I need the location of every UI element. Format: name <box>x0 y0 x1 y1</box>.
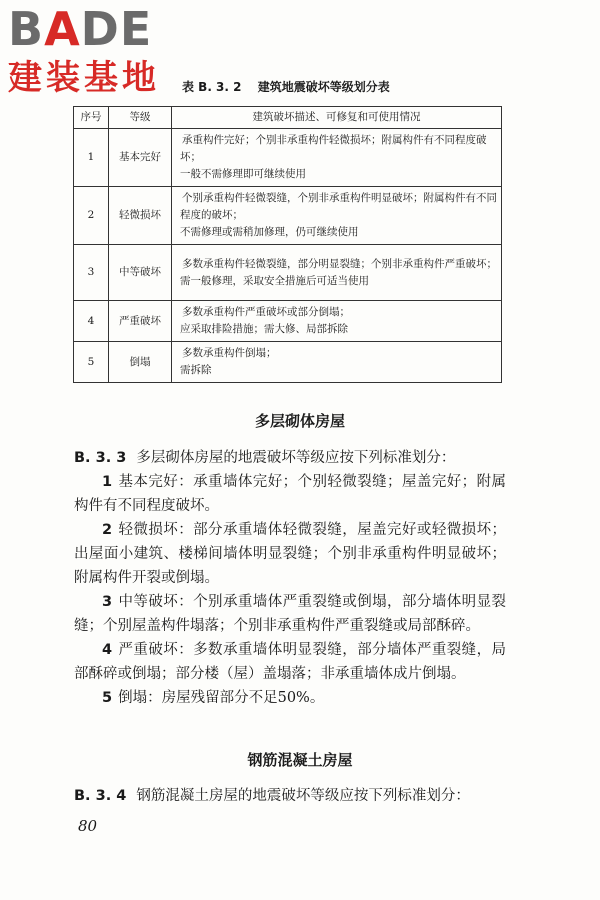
row-grade: 中等破坏 <box>109 245 172 301</box>
row-description-damage: 多数承重构件严重破坏或部分倒塌； <box>182 306 350 318</box>
table-number: 表 B. 3. 2 <box>182 80 242 94</box>
row-description-repair: 需一般修理，采取安全措施后可适当使用 <box>180 274 369 287</box>
row-description <box>172 342 502 383</box>
list-item: 4 严重破坏：多数承重墙体明显裂缝，部分墙体严重裂缝，局部酥碎或倒塌；部分楼（屋）盖塌落；非承重墙体成片倒塌。 <box>74 642 506 682</box>
logo-wordmark: BADE <box>8 2 153 56</box>
row-description-repair: 需拆除 <box>180 364 212 376</box>
clause-b34 <box>74 784 506 808</box>
row-description <box>172 245 502 301</box>
table-caption <box>182 78 390 95</box>
row-description-damage: 承重构件完好；个别非承重构件轻微损坏；附属构件有不同程度破坏； <box>180 134 487 163</box>
header-no: 序号 <box>74 107 109 129</box>
table-header-row <box>74 107 502 129</box>
row-grade: 基本完好 <box>109 129 172 187</box>
row-description-repair: 不需修理或需稍加修理，仍可继续使用 <box>180 226 359 238</box>
section-heading-masonry: 多层砌体房屋 <box>254 412 345 430</box>
row-description-damage: 多数承重构件倒塌； <box>182 347 277 359</box>
table-title: 建筑地震破坏等级划分表 <box>257 80 390 94</box>
clause-intro <box>74 446 506 470</box>
row-no: 2 <box>74 187 109 245</box>
bade-logo <box>8 4 178 98</box>
row-description-damage: 个别承重构件轻微裂缝，个别非承重构件明显破坏；附属构件有不同程度的破坏； <box>180 192 497 221</box>
table-row <box>74 187 502 245</box>
list-item: 3 中等破坏：个别承重墙体严重裂缝或倒塌，部分墙体明显裂缝；个别屋盖构件塌落；个别非承重构件严重裂缝或局部酥碎。 <box>74 594 506 634</box>
row-description-damage: 多数承重构件轻微裂缝，部分明显裂缝；个别非承重构件严重破坏； <box>182 257 497 270</box>
table-row <box>74 245 502 301</box>
list-item: 5 倒塌：房屋残留部分不足50%。 <box>102 690 325 706</box>
clause-intro <box>74 784 506 808</box>
page-number: 80 <box>78 817 98 835</box>
clause-number: B. 3. 3 <box>74 450 127 466</box>
row-no: 5 <box>74 342 109 383</box>
row-no: 3 <box>74 245 109 301</box>
table-row <box>74 129 502 187</box>
table-row <box>74 301 502 342</box>
row-no: 4 <box>74 301 109 342</box>
row-grade: 轻微损坏 <box>109 187 172 245</box>
row-description-repair: 应采取排险措施；需大修、局部拆除 <box>180 323 348 335</box>
row-description-repair: 一般不需修理即可继续使用 <box>180 168 306 180</box>
list-item: 1 基本完好：承重墙体完好；个别轻微裂缝；屋盖完好；附属构件有不同程度破坏。 <box>74 474 506 514</box>
clause-intro-text: 钢筋混凝土房屋的地震破坏等级应按下列标准划分： <box>136 788 470 804</box>
row-grade: 严重破坏 <box>109 301 172 342</box>
logo-chinese-name: 建装基地 <box>8 58 160 98</box>
clause-number: B. 3. 4 <box>74 788 127 804</box>
clause-intro-text: 多层砌体房屋的地震破坏等级应按下列标准划分： <box>136 450 456 466</box>
clause-b33 <box>74 446 506 710</box>
header-description: 建筑破坏描述、可修复和可使用情况 <box>172 107 502 129</box>
list-item: 2 轻微损坏：部分承重墙体轻微裂缝，屋盖完好或轻微损坏；出屋面小建筑、楼梯间墙体明显裂缝；个别非承重构件明显破坏；附属构件开裂或倒塌。 <box>74 522 506 586</box>
damage-grade-table <box>73 106 502 383</box>
header-grade: 等级 <box>109 107 172 129</box>
row-description <box>172 187 502 245</box>
row-grade: 倒塌 <box>109 342 172 383</box>
row-no: 1 <box>74 129 109 187</box>
section-heading-concrete: 钢筋混凝土房屋 <box>247 751 353 769</box>
table-row <box>74 342 502 383</box>
row-description <box>172 301 502 342</box>
row-description <box>172 129 502 187</box>
